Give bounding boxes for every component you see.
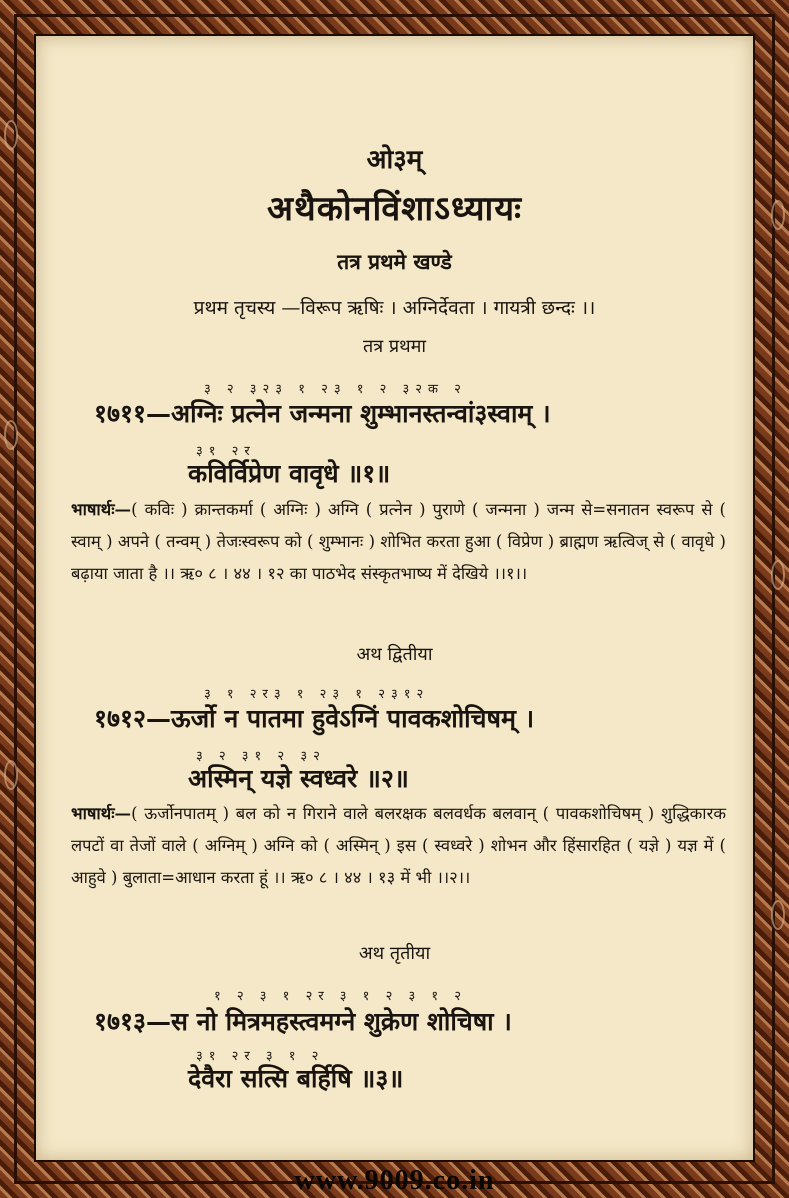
bhashya-label: भाषार्थः— xyxy=(71,804,132,823)
scroll-ornament-icon xyxy=(4,760,18,790)
verse-heading: अथ द्वितीया xyxy=(356,644,433,665)
verse-line: देवैरा सत्सि बर्हिषि ॥३॥ xyxy=(188,1064,404,1093)
watermark-url: www.9009.co.in xyxy=(294,1165,495,1196)
verse-line: कविर्विप्रेण वावृधे ॥१॥ xyxy=(188,459,391,488)
verse-heading: अथ तृतीया xyxy=(358,943,431,964)
scripture-page xyxy=(34,34,755,1162)
verse-line: १७१२—ऊर्जो न पातमा हुवेऽग्निं पावकशोचिषम् । xyxy=(94,704,535,733)
verse-line: अस्मिन् यज्ञे स्वध्वरे ॥२॥ xyxy=(188,764,409,793)
scroll-ornament-icon xyxy=(771,560,785,590)
verse-line: १७११—अग्निः प्रत्नेन जन्मना शुम्भानस्तन्वां३स्वाम् । xyxy=(94,399,551,428)
meta-line: प्रथम तृचस्य —विरूप ऋषिः । अग्निर्देवता । गायत्री छन्दः ।। xyxy=(193,297,596,319)
bhashya-text: ( ऊर्जोनपातम् ) बल को न गिराने वाले बलरक्षक बलवर्धक बलवान् ( पावकशोचिषम् ) शुद्धिकारक लपटों वा तेजों वाले ( अग्निम् ) अग्नि को ( अस्मिन् ) इस ( स्वध्वरे ) शोभन और हिंसारहित ( यज्ञे ) यज्ञ में ( आहुवे ) बुलाता=आधान करता हूं ।। ऋ० ८ । ४४ । १३ में भी ।।२।। xyxy=(71,804,726,887)
scroll-ornament-icon xyxy=(771,900,785,930)
bhashya-paragraph xyxy=(71,494,726,590)
chapter-title: अथैकोनविंशाऽध्यायः xyxy=(267,189,522,229)
verse-heading: तत्र प्रथमा xyxy=(362,336,427,357)
verse-line: १७१३—स नो मित्रमहस्त्वमग्ने शुक्रेण शोचिषा । xyxy=(94,1007,512,1036)
accent-marks: ३ २ ३२३ १ २३ १ २ ३२क २ xyxy=(204,382,467,397)
section-title: तत्र प्रथमे खण्डे xyxy=(337,249,452,274)
bhashya-label: भाषार्थः— xyxy=(71,500,132,519)
scroll-ornament-icon xyxy=(771,200,785,230)
scroll-ornament-icon xyxy=(4,420,18,450)
accent-marks: ३ १ २र३ १ २३ १ २३१२ xyxy=(204,687,430,702)
accent-marks: ३१ २र ३ १ २ xyxy=(196,1049,325,1064)
bhashya-text: ( कविः ) क्रान्तकर्मा ( अग्निः ) अग्नि ( प्रत्नेन ) पुराणे ( जन्मना ) जन्म से=सनातन स्वरूप से ( स्वाम् ) अपने ( तन्वम् ) तेजःस्वरूप को ( शुम्भानः ) शोभित करता हुआ ( विप्रेण ) ब्राह्मण ऋत्विज् से ( वावृधे ) बढ़ाया जाता है ।। ऋ० ८ । ४४ । १२ का पाठभेद संस्कृतभाष्य में देखिये ।।१।। xyxy=(71,500,726,583)
scroll-ornament-icon xyxy=(4,120,18,150)
accent-marks: ३१ २र xyxy=(196,444,256,459)
bhashya-paragraph xyxy=(71,798,726,894)
accent-marks: ३ २ ३१ २ ३२ xyxy=(196,749,326,764)
accent-marks: १ २ ३ १ २र ३ १ २ ३ १ २ xyxy=(214,989,468,1004)
om-heading: ओ३म् xyxy=(366,145,423,175)
